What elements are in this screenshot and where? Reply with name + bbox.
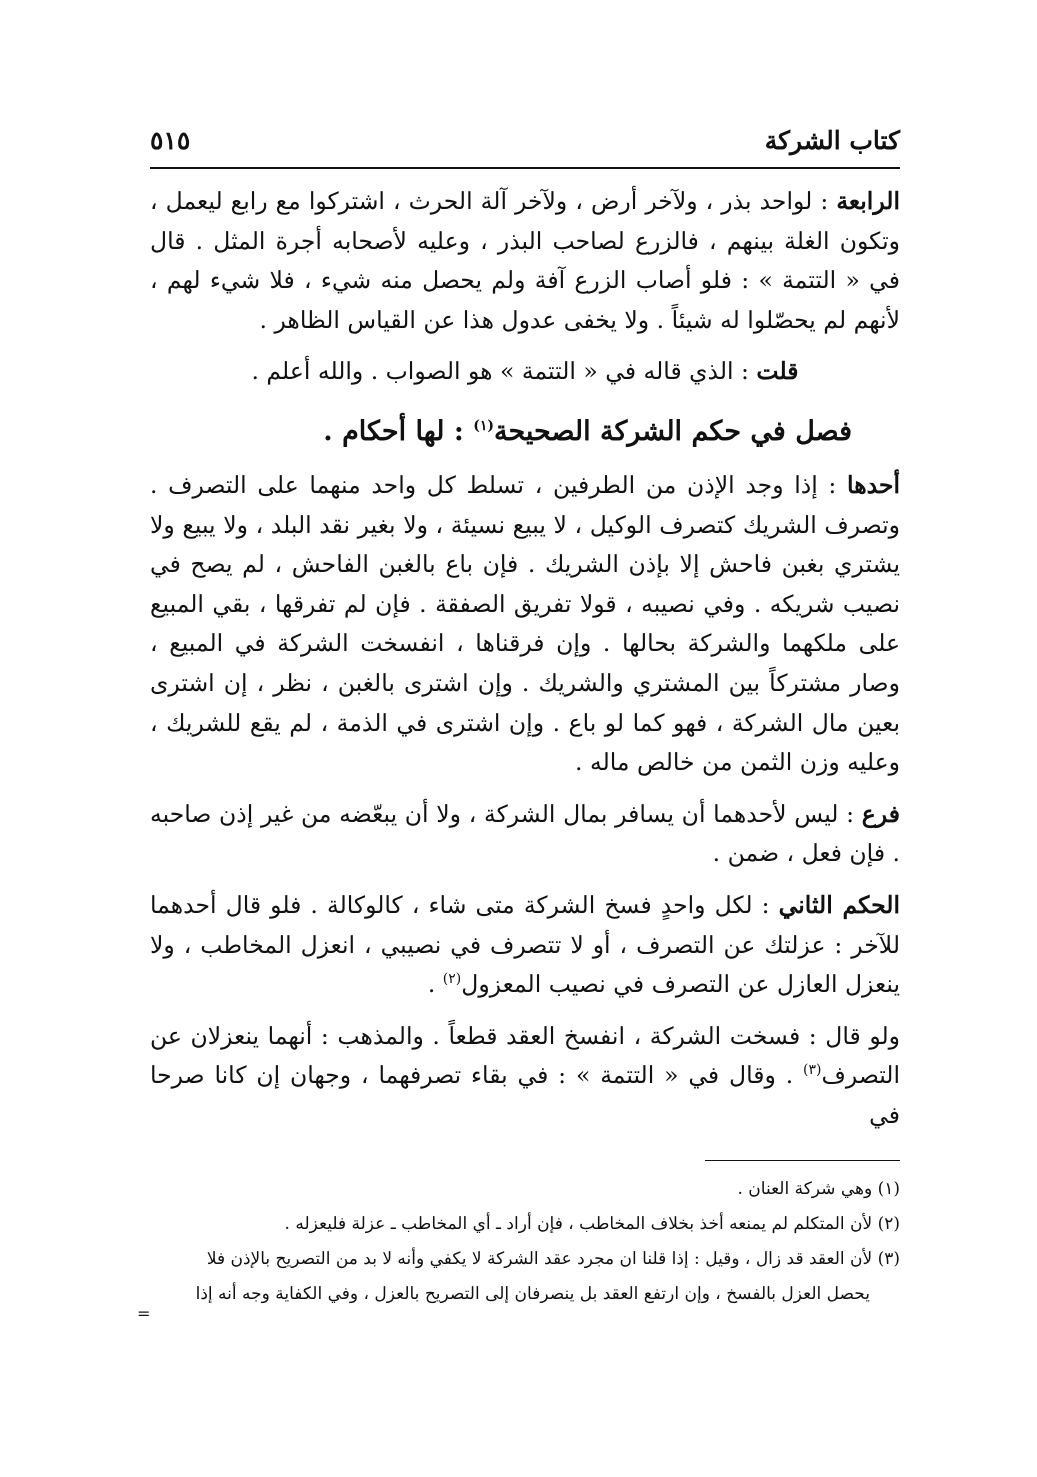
paragraph-fourth	[150, 182, 900, 340]
footnote-2: (٢) لأن المتكلم لم يمنعه أخذ بخلاف المخاطب ، فإن أراد ـ أي المخاطب ـ عزلة فليعزله .	[284, 1214, 900, 1234]
paragraph-text: : لكل واحدٍ فسخ الشركة متى شاء ، كالوكالة . فلو قال أحدهما للآخر : عزلتك عن التصرف ، أو لا تتصرف في نصيبي ، انعزل المخاطب ، ولا ينعزل العازل عن التصرف في نصيب المعزول	[150, 890, 900, 999]
footnote-rule	[705, 1160, 900, 1161]
section-heading	[150, 410, 900, 454]
paragraph-lead: الحكم الثاني	[778, 890, 901, 919]
paragraph-text: : ليس لأحدهما أن يسافر بمال الشركة ، ولا أن يبعّضه من غير إذن صاحبه . فإن فعل ، ضمن .	[150, 799, 900, 868]
paragraph-text: : إذا وجد الإذن من الطرفين ، تسلط كل واحد منهما على التصرف . وتصرف الشريك كتصرف الوكيل ، لا يبيع نسيئة ، ولا بغير نقد البلد ، ولا يبيع ولا يشتري بغبن فاحش إلا بإذن الشريك . فإن باع بالغبن الفاحش ، لم يصح في نصيب شريكه . وفي نصيبه ، قولا تفريق الصفقة . فإن لم تفرقها ، بقي المبيع على ملكهما والشركة بحالها . وإن فرقناها ، انفسخت الشركة في المبيع ، وصار مشتركاً بين المشتري والشريك . وإن اشترى بالغبن ، نظر ، إن اشترى بعين مال الشركة ، فهو كما لو باع . وإن اشترى في الذمة ، لم يقع للشريك ، وعليه وزن الثمن من خالص ماله .	[150, 470, 900, 777]
section-heading-title: فصل في حكم الشركة الصحيحة	[493, 415, 852, 447]
continuation-mark: =	[137, 1304, 151, 1323]
footnote-3: (٣) لأن العقد قد زال ، وقيل : إذا قلنا ان مجرد عقد الشركة لا يكفي وأنه لا بد من التصريح بالإذن فلا	[206, 1249, 900, 1269]
paragraph-qultu	[150, 352, 900, 392]
footnote-ref-3[interactable]: (٣)	[803, 1062, 822, 1079]
paragraph-second-ruling	[150, 886, 900, 1005]
paragraph-lead: الرابعة	[836, 187, 900, 215]
running-title: كتاب الشركة	[764, 125, 900, 155]
footnote-ref-1[interactable]: (١)	[473, 417, 494, 434]
footnotes	[150, 1172, 900, 1312]
paragraph-lead: فرع	[861, 799, 900, 828]
footnote-ref-2[interactable]: (٢)	[442, 971, 462, 988]
main-text	[150, 182, 900, 1147]
paragraph-lead: قلت	[756, 357, 799, 386]
section-heading-text: : لها أحكام .	[323, 415, 474, 447]
paragraph-tail: . وقال في « التتمة » : في بقاء تصرفهما ، وجهان إن كانا صرحا في	[150, 1061, 900, 1129]
paragraph-first-ruling	[150, 466, 900, 783]
footnote-3-continued: يحصل العزل بالفسخ ، وإن ارتفع العقد بل ينصرفان إلى التصريح بالعزل ، وفي الكفاية وجه أنه إذا	[195, 1284, 870, 1304]
paragraph-dissolution	[150, 1017, 900, 1136]
paragraph-lead: أحدها	[847, 470, 900, 499]
paragraph-text: ولو قال : فسخت الشركة ، انفسخ العقد قطعاً . والمذهب : أنهما ينعزلان عن التصرف	[150, 1021, 900, 1090]
paragraph-text: : لواحد بذر ، ولآخر أرض ، ولآخر آلة الحرث ، اشتركوا مع رابع ليعمل ، وتكون الغلة بينهم ، فالزرع لصاحب البذر ، وعليه لأصحابه أجرة المثل . قال في « التتمة » : فلو أصاب الزرع آفة ولم يحصل منه شيء ، فلا شيء لهم ، لأنهم لم يحصّلوا له شيئاً . ولا يخفى عدول هذا عن القياس الظاهر .	[150, 187, 900, 334]
header-rule	[150, 167, 900, 169]
footnote-1: (١) وهي شركة العنان .	[737, 1179, 900, 1199]
page-number: ٥١٥	[150, 125, 191, 155]
paragraph-text: : الذي قاله في « التتمة » هو الصواب . والله أعلم .	[251, 357, 757, 386]
page-header	[150, 120, 900, 160]
paragraph-tail: .	[427, 970, 443, 999]
paragraph-branch	[150, 795, 900, 874]
